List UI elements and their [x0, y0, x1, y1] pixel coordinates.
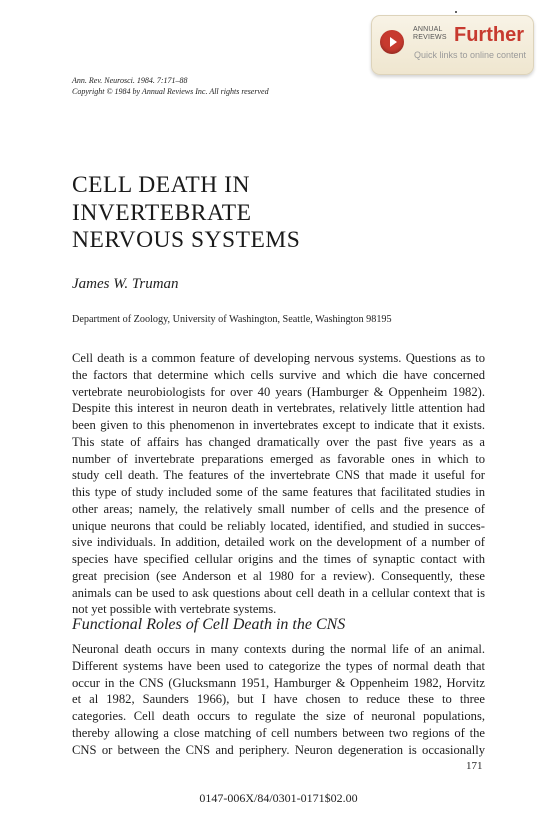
text-line: number of invertebrate preparations emerged as favorable ones in which to — [72, 451, 485, 466]
text-line: thereby allowing a close matching of cell numbers between two regions of the — [72, 725, 485, 740]
text-line: Despite this interest in neuron death in vertebrates, relatively little attention had — [72, 401, 485, 416]
text-line: the factors that determine which cells survive and which die have concerned — [72, 367, 485, 382]
text-line: Neuronal death occurs in many contexts during the normal life of an animal. — [72, 642, 485, 656]
text-line: this type of study included some of the same features that facilitated studies in — [72, 485, 485, 499]
text-line: categories. Cell death occurs to regulate the size of neuronal populations, — [72, 709, 485, 723]
speck-dot — [455, 11, 457, 13]
text-line: Different systems have been used to categorize the types of normal death that — [72, 658, 485, 673]
play-arrow-icon — [380, 30, 404, 54]
copyright-line: Copyright © 1984 by Annual Reviews Inc. All rights reserved — [72, 87, 269, 96]
section-heading: Functional Roles of Cell Death in the CNS — [72, 616, 346, 633]
text-line: not yet possible with vertebrate systems. — [72, 602, 277, 617]
text-line: been given to this phenomenon in invertebrates except to indicate that it exists. — [72, 418, 485, 432]
author-affiliation: Department of Zoology, University of Washington, Seattle, Washington 98195 — [72, 314, 392, 325]
text-line: study cell death. The features of the invertebrate CNS that made it useful for — [72, 468, 485, 483]
page-number: 171 — [466, 760, 483, 772]
text-line: et al 1982, Saunders 1966), but I have chosen to reduce these to three — [72, 692, 485, 707]
text-line: unique neurons that could be reliably located, identified, and studied in succes- — [72, 518, 485, 533]
text-line: vertebrate neurobiologists for over 40 years (Hamburger & Oppenheim 1982). — [72, 384, 485, 399]
text-line: CNS or between the CNS and periphery. Neuron degeneration is occasionally — [72, 742, 485, 757]
text-line: other areas; namely, the relatively small number of cells and the presence of — [72, 501, 485, 516]
text-line: species have specified cellular origins and the times of synaptic contact with — [72, 552, 485, 566]
title-line: INVERTEBRATE — [72, 199, 252, 226]
brand-line: REVIEWS — [413, 34, 447, 41]
intro-paragraph — [72, 350, 485, 618]
journal-citation: Ann. Rev. Neurosci. 1984. 7:171–88 — [72, 76, 188, 85]
footer-code: 0147-006X/84/0301-0171$02.00 — [199, 791, 358, 805]
further-label: Further — [454, 24, 524, 46]
brand-line: ANNUAL — [413, 26, 443, 33]
text-line: great precision (see Anderson et al 1980 for a review). Consequently, these — [72, 568, 485, 583]
further-subtitle: Quick links to online content — [414, 50, 527, 60]
title-line: NERVOUS SYSTEMS — [72, 227, 301, 253]
annual-reviews-logo-text — [413, 26, 453, 42]
section-paragraph — [72, 641, 485, 758]
title-line: CELL DEATH IN — [72, 172, 250, 198]
text-line: sive individuals. In addition, detailed work on the development of a number of — [72, 535, 485, 550]
author-name: James W. Truman — [72, 276, 179, 292]
journal-citation-block — [72, 75, 269, 97]
text-line: occur in the CNS (Glucksmann 1951, Hamburger & Oppenheim 1982, Horvitz — [72, 675, 485, 690]
text-line: Cell death is a common feature of developing nervous systems. Questions as to — [72, 351, 485, 365]
text-line: animals can be used to ask questions about cell death in a cellular context that is — [72, 585, 485, 600]
text-line: This state of affairs has changed dramatically over the past five years as a — [72, 434, 485, 449]
article-title — [72, 172, 300, 255]
further-link-badge[interactable] — [371, 15, 534, 75]
